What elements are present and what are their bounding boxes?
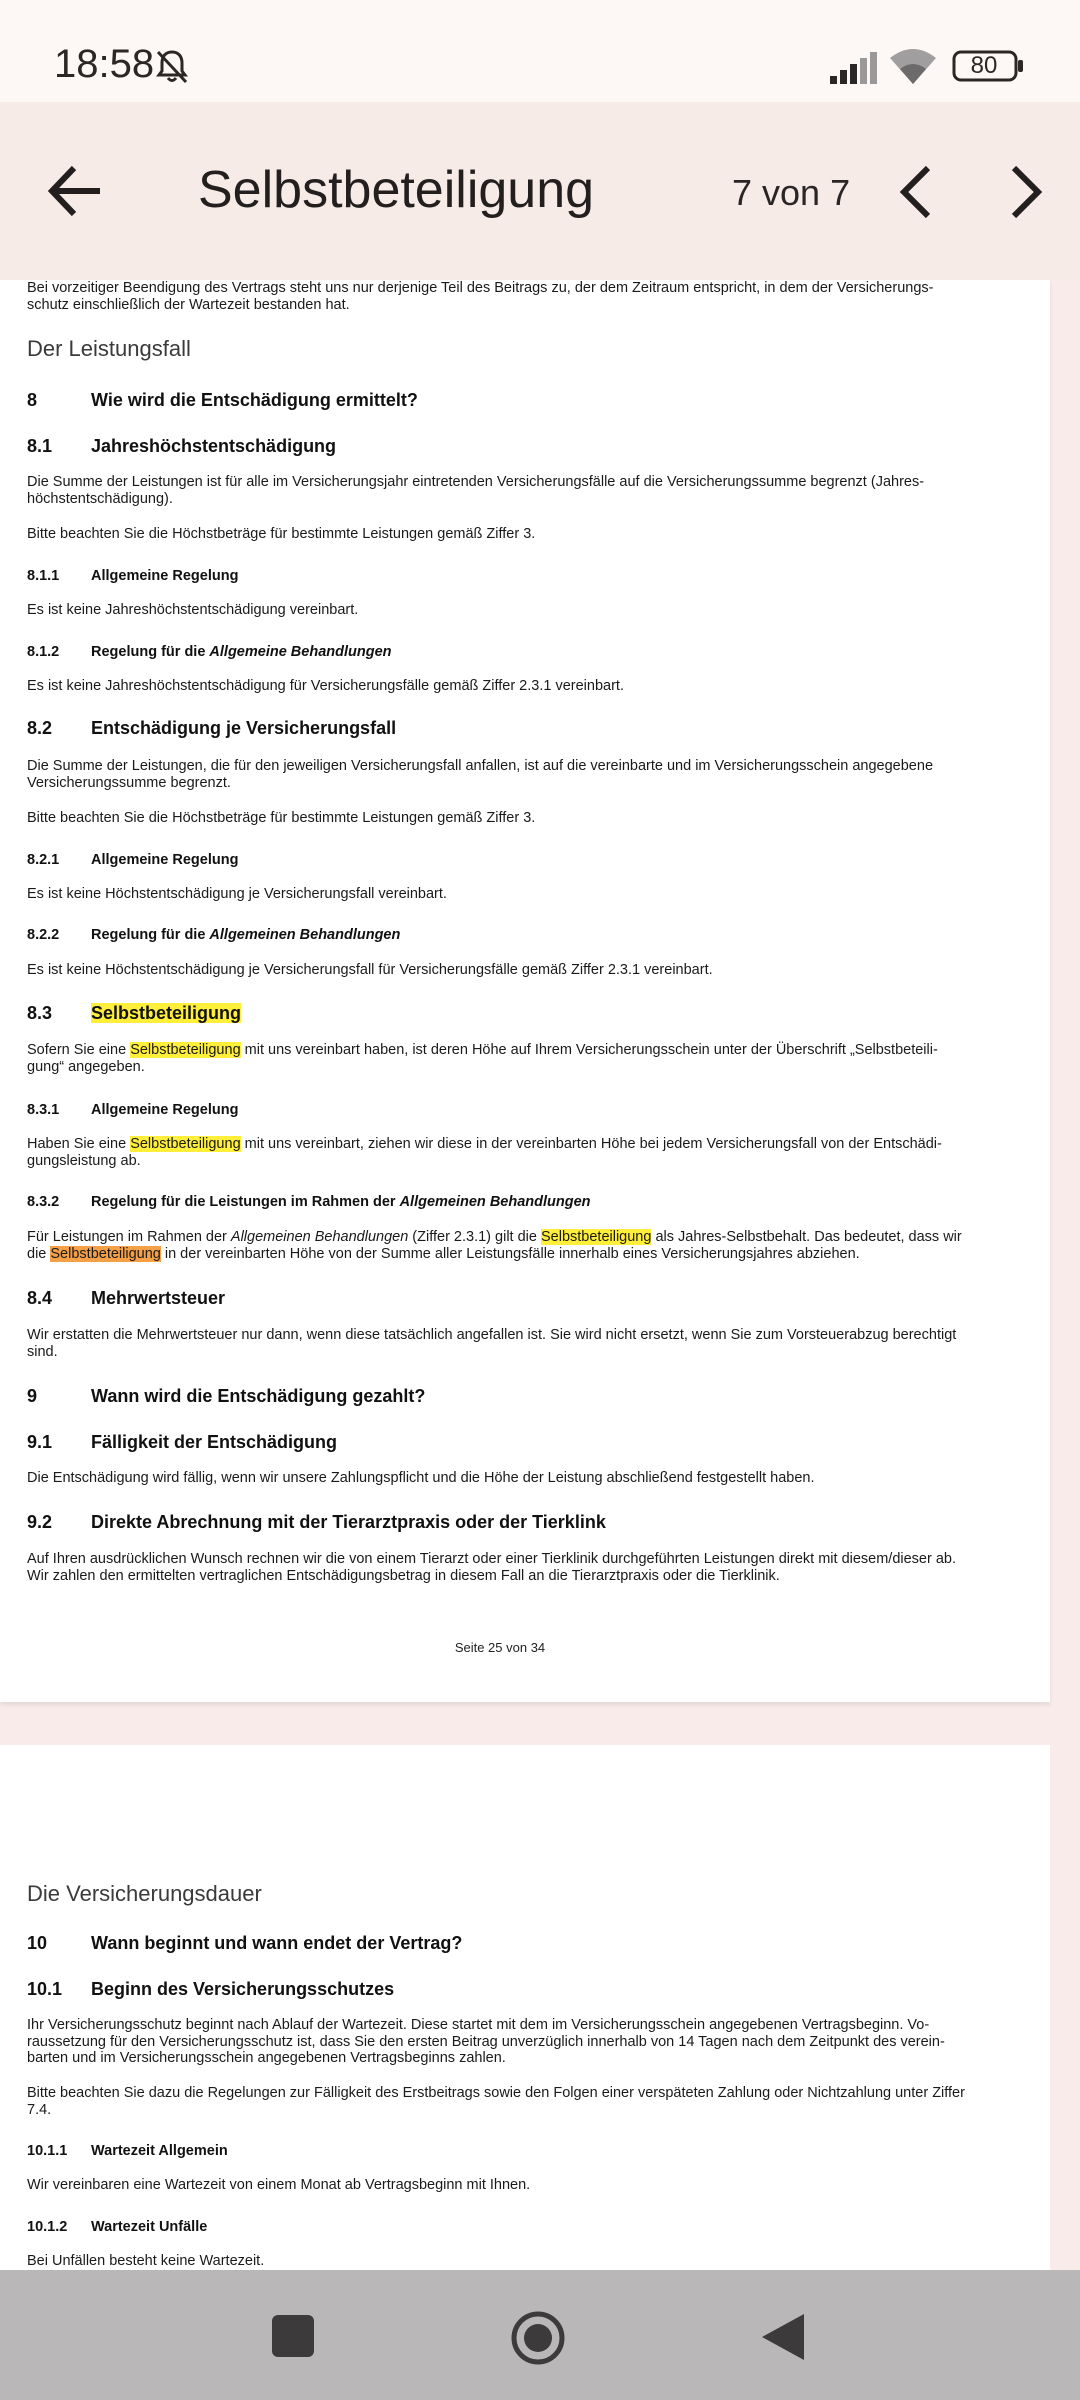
paragraph: Es ist keine Jahreshöchstentschädigung für Versicherungsfälle gemäß Ziffer 2.3.1 vereinbart. [27, 678, 624, 694]
back-triangle-icon[interactable] [760, 2312, 806, 2362]
paragraph: Bitte beachten Sie die Höchstbeträge für bestimmte Leistungen gemäß Ziffer 3. [27, 810, 536, 826]
subsection-heading: 8.1.1 Allgemeine Regelung [27, 568, 239, 584]
section-heading: 8.3 Selbstbeteiligung [27, 1003, 242, 1023]
document-page [0, 280, 1050, 1702]
arrow-left-icon[interactable] [44, 158, 110, 224]
section-heading: 10 Wann beginnt und wann endet der Vertrag? [27, 1933, 463, 1953]
chapter-heading: Der Leistungsfall [27, 336, 191, 361]
signal-icon [830, 52, 880, 84]
paragraph: Ihr Versicherungsschutz beginnt nach Ablauf der Wartezeit. Diese startet mit dem im Versicherungsschein angegebenen Vertragsbeginn. Voraussetzung für den Versicherungsschutz ist, dass Sie den ersten Beitrag unverzüglich innerhalb von 14 Tagen nach dem Zeitpunkt des vereinbarten und im Versicherungsschein angegebenen Vertragsbeginns zahlen. [27, 2017, 945, 2066]
paragraph: Bei vorzeitiger Beendigung des Vertrags steht uns nur derjenige Teil des Beitrags zu, der dem Zeitraum entspricht, in dem der Versicherungsschutz einschließlich der Wartezeit bestanden hat. [27, 280, 934, 313]
chapter-heading: Die Versicherungsdauer [27, 1881, 262, 1906]
wifi-icon [888, 46, 938, 86]
paragraph: Die Entschädigung wird fällig, wenn wir unsere Zahlungspflicht und die Höhe der Leistung abschließend festgestellt haben. [27, 1470, 815, 1486]
paragraph: Haben Sie eine Selbstbeteiligung mit uns vereinbart, ziehen wir diese in der vereinbarten Höhe bei jedem Versicherungsfall von der Entschädigungsleistung ab. [27, 1136, 942, 1169]
section-heading: 8.1 Jahreshöchstentschädigung [27, 436, 337, 456]
home-circle-icon[interactable] [510, 2310, 566, 2366]
current-search-highlight: Selbstbeteiligung [50, 1245, 161, 1262]
status-bar [0, 0, 1080, 102]
subsection-heading: 8.2.1 Allgemeine Regelung [27, 852, 239, 868]
bell-off-icon [152, 46, 192, 86]
paragraph: Für Leistungen im Rahmen der Allgemeinen Behandlungen (Ziffer 2.3.1) gilt die Selbstbeteiligung als Jahres-Selbstbehalt. Das bedeutet, dass wir die Selbstbeteiligung in der vereinbarten Höhe von der Summe aller Leistungsfälle innerhalb eines Versicherungsjahres abziehen. [27, 1229, 962, 1262]
paragraph: Auf Ihren ausdrücklichen Wunsch rechnen wir die von einem Tierarzt oder einer Tierklinik durchgeführten Leistungen direkt mit diesem/dieser ab. Wir zahlen den ermittelten vertraglichen Entschädigungsbetrag in diesem Fall an die Tierarztpraxis oder die Tierklinik. [27, 1551, 957, 1584]
subsection-heading: 10.1.2 Wartezeit Unfälle [27, 2219, 208, 2235]
search-highlight: Selbstbeteiligung [130, 1042, 241, 1058]
subsection-heading: 8.2.2 Regelung für die Allgemeinen Behandlungen [27, 927, 401, 943]
search-highlight: Selbstbeteiligung [540, 1229, 652, 1245]
section-heading: 8 Wie wird die Entschädigung ermittelt? [27, 390, 418, 410]
section-heading: 8.2 Entschädigung je Versicherungsfall [27, 718, 397, 738]
paragraph: Bei Unfällen besteht keine Wartezeit. [27, 2253, 265, 2269]
subsection-heading: 8.1.2 Regelung für die Allgemeine Behandlungen [27, 644, 392, 660]
paragraph: Sofern Sie eine Selbstbeteiligung mit uns vereinbart haben, ist deren Höhe auf Ihrem Versicherungsschein unter der Überschrift „Selbstbeteiligung“ angegeben. [27, 1042, 938, 1075]
paragraph: Es ist keine Höchstentschädigung je Versicherungsfall vereinbart. [27, 886, 447, 902]
page-footer: Seite 25 von 34 [454, 1640, 546, 1655]
paragraph: Die Summe der Leistungen, die für den jeweiligen Versicherungsfall anfallen, ist auf die vereinbarte und im Versicherungsschein angegebene Versicherungssumme begrenzt. [27, 758, 934, 791]
paragraph: Wir erstatten die Mehrwertsteuer nur dann, wenn diese tatsächlich angefallen ist. Sie wird nicht ersetzt, wenn Sie zum Vorsteuerabzug berechtigt sind. [27, 1327, 957, 1360]
subsection-heading: 8.3.1 Allgemeine Regelung [27, 1102, 239, 1118]
section-heading: 9.2 Direkte Abrechnung mit der Tierarztpraxis oder der Tierklink [27, 1512, 606, 1532]
paragraph: Die Summe der Leistungen ist für alle im Versicherungsjahr eintretenden Versicherungsfälle auf die Versicherungssumme begrenzt (Jahreshöchstentschädigung). [27, 474, 925, 507]
app-bar [0, 102, 1080, 280]
subsection-heading: 8.3.2 Regelung für die Leistungen im Rahmen der Allgemeinen Behandlungen [27, 1194, 591, 1210]
chevron-right-icon[interactable] [1000, 162, 1050, 222]
recents-square-icon[interactable] [272, 2315, 314, 2357]
battery-level: 80 [970, 52, 998, 79]
subsection-heading: 10.1.1 Wartezeit Allgemein [27, 2143, 228, 2159]
search-result-counter: 7 von 7 [732, 172, 851, 213]
paragraph: Bitte beachten Sie dazu die Regelungen zur Fälligkeit des Erstbeitrags sowie den Folgen einer verspäteten Zahlung oder Nichtzahlung unter Ziffer 7.4. [27, 2085, 965, 2118]
paragraph: Es ist keine Jahreshöchstentschädigung vereinbart. [27, 602, 359, 618]
chevron-left-icon[interactable] [892, 162, 942, 222]
system-nav-bar [0, 2270, 1080, 2400]
page-title: Selbstbeteiligung [198, 161, 595, 219]
paragraph: Wir vereinbaren eine Wartezeit von einem Monat ab Vertragsbeginn mit Ihnen. [27, 2177, 531, 2193]
search-highlight: Selbstbeteiligung [130, 1136, 241, 1152]
section-heading: 9 Wann wird die Entschädigung gezahlt? [27, 1386, 426, 1406]
paragraph: Bitte beachten Sie die Höchstbeträge für bestimmte Leistungen gemäß Ziffer 3. [27, 526, 536, 542]
section-heading: 10.1 Beginn des Versicherungsschutzes [27, 1979, 395, 1999]
search-highlight: Selbstbeteiligung [91, 1003, 242, 1023]
document-page [0, 1745, 1050, 2270]
paragraph: Es ist keine Höchstentschädigung je Versicherungsfall für Versicherungsfälle gemäß Ziffer 2.3.1 vereinbart. [27, 962, 713, 978]
section-heading: 9.1 Fälligkeit der Entschädigung [27, 1432, 338, 1452]
section-heading: 8.4 Mehrwertsteuer [27, 1288, 226, 1308]
status-time: 18:58 [54, 42, 155, 86]
